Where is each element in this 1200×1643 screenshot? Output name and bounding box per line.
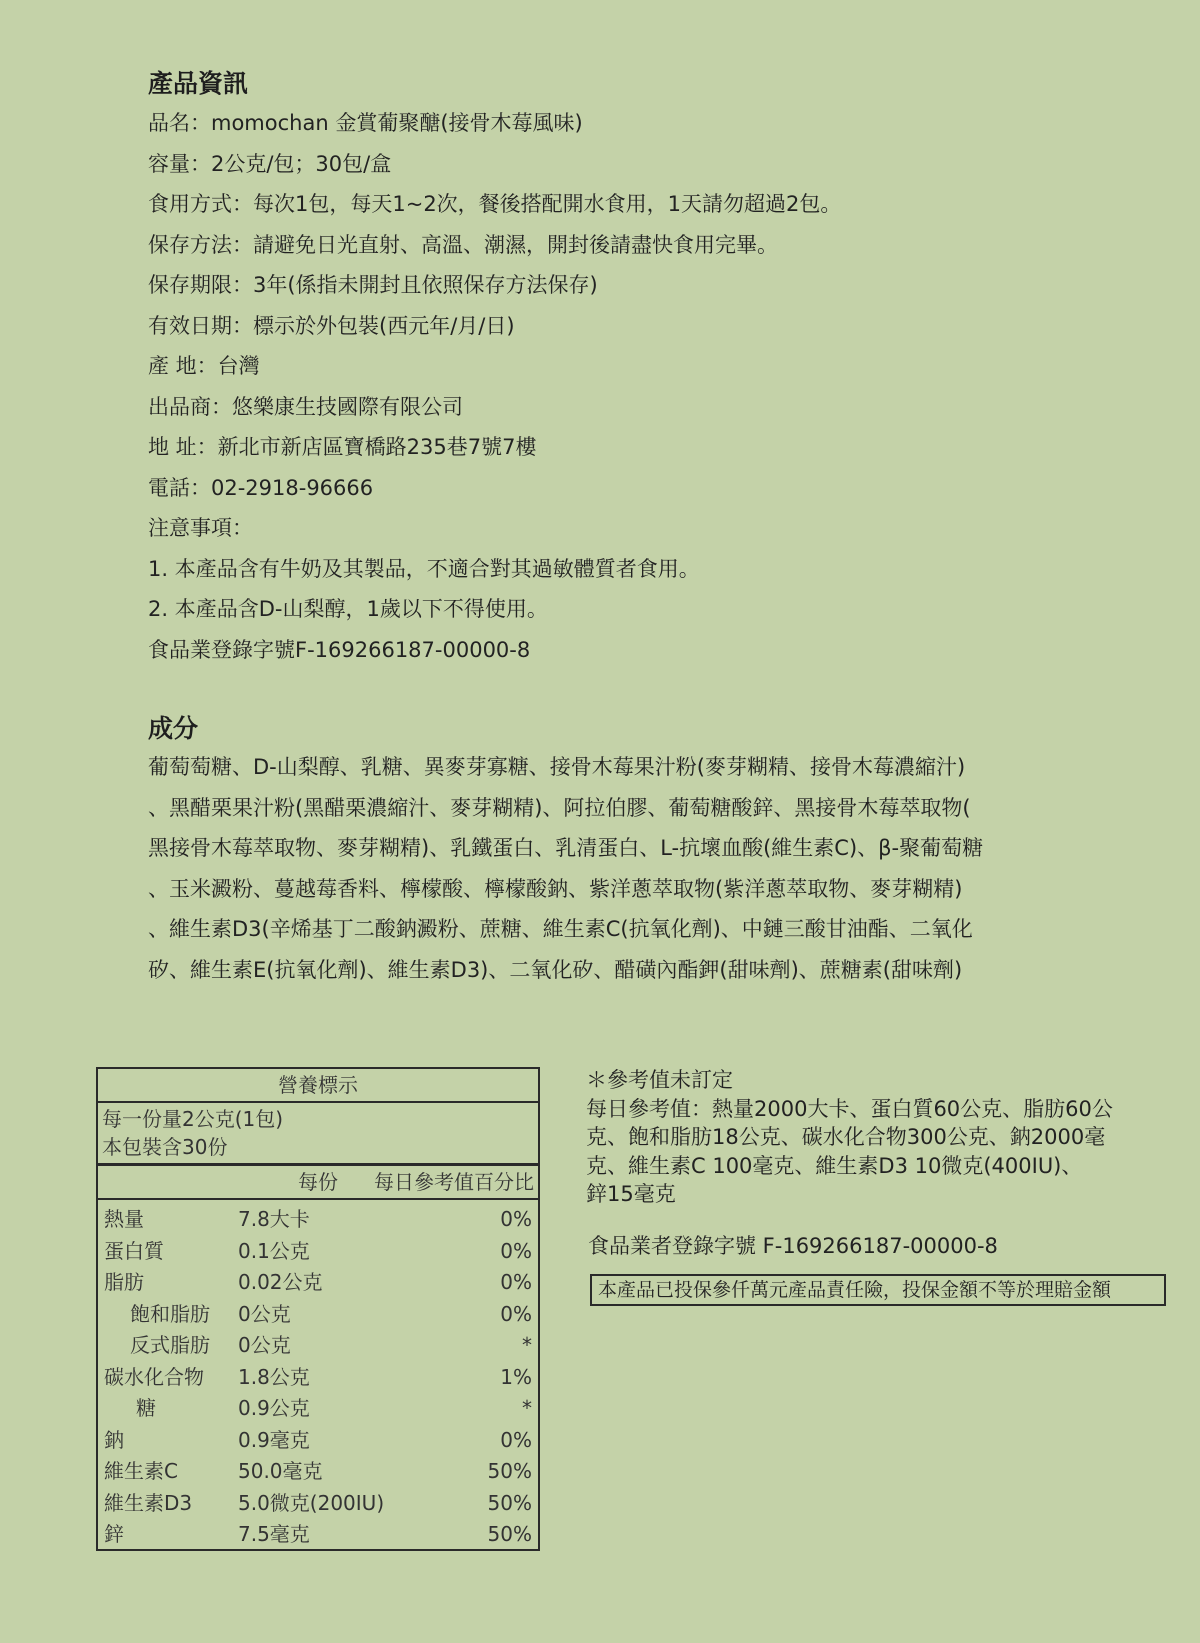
ingredients-title: 成分 [148,714,199,743]
info-line: 電話：02-2918-96666 [148,475,374,500]
nutrition-row [98,1299,538,1331]
nutrition-row [98,1393,538,1425]
nutrition-row [98,1488,538,1520]
nutrient-name: 脂肪 [104,1270,144,1294]
nutrient-amount: 0公克 [238,1301,291,1326]
nutrition-facts-table [96,1067,540,1551]
info-line: 食品業登錄字號F-169266187-00000-8 [148,637,531,662]
license-number: 食品業者登錄字號 F-169266187-00000-8 [588,1234,998,1258]
info-line: 保存方法：請避免日光直射、高溫、潮濕，開封後請盡快食用完畢。 [148,232,778,257]
nutrient-daily-pct: * [522,1333,532,1357]
serving-size: 每一份量2公克(1包) [102,1107,284,1131]
nutrient-amount: 7.8大卡 [238,1207,310,1231]
nutrient-daily-pct: 50% [487,1490,532,1515]
note-line: 鋅15毫克 [586,1182,676,1206]
product-info-title: 產品資訊 [148,69,249,98]
ingredients-line: 葡萄萄糖、D-山梨醇、乳糖、異麥芽寡糖、接骨木莓果汁粉(麥芽糊精、接骨木莓濃縮汁) [148,755,966,779]
nutrient-name: 反式脂肪 [130,1333,210,1357]
nutrient-daily-pct: 1% [500,1364,532,1389]
product-info-list [148,103,1148,670]
nutrient-daily-pct: 50% [487,1459,532,1483]
nutrient-name: 鈉 [104,1427,124,1452]
nutrient-daily-pct: 0% [500,1301,532,1326]
nutrition-row [98,1267,538,1299]
nutrition-row [98,1425,538,1457]
nutrient-daily-pct: 0% [500,1270,532,1294]
note-line: ＊參考值未訂定 [586,1068,733,1092]
nutrition-rows [98,1200,538,1551]
nutrient-name: 碳水化合物 [104,1364,204,1389]
ingredients-line: 矽、維生素E(抗氧化劑)、維生素D3)、二氧化矽、醋磺內酯鉀(甜味劑)、蔗糖素(甜味劑) [148,957,963,982]
nutrition-row [98,1362,538,1394]
serving-info [98,1103,538,1166]
nutrient-name: 蛋白質 [104,1238,164,1263]
nutrient-amount: 0.1公克 [238,1238,310,1263]
nutrient-amount: 0.9毫克 [238,1427,310,1452]
nutrition-row [98,1456,538,1488]
nutrient-daily-pct: 50% [487,1522,532,1546]
ingredients-line: 黑接骨木莓萃取物、麥芽糊精)、乳鐵蛋白、乳清蛋白、L-抗壞血酸(維生素C)、β-聚葡萄糖 [148,836,984,860]
ingredients-line: 、黑醋栗果汁粉(黑醋栗濃縮汁、麥芽糊精)、阿拉伯膠、葡萄糖酸鋅、黑接骨木莓萃取物( [148,795,971,820]
info-line: 食用方式：每次1包，每天1~2次，餐後搭配開水食用，1天請勿超過2包。 [148,192,842,216]
nutrition-row [98,1330,538,1362]
nutrient-daily-pct: 0% [500,1238,532,1263]
info-line: 注意事項： [148,516,253,540]
nutrition-header-row [98,1166,538,1200]
info-line: 產 地：台灣 [148,354,260,378]
nutrition-row [98,1519,538,1551]
note-line: 克、維生素C 100毫克、維生素D3 10微克(400IU)、 [586,1153,1083,1178]
nutrient-name: 熱量 [104,1207,144,1231]
nutrition-row [98,1236,538,1268]
info-line: 出品商：悠樂康生技國際有限公司 [148,394,463,419]
daily-reference-notes [586,1066,1156,1209]
col-daily-pct: 每日參考值百分比 [374,1170,534,1194]
servings-per-pack: 本包裝含30份 [102,1135,228,1159]
info-line: 2. 本產品含D-山梨醇，1歲以下不得使用。 [148,597,548,621]
nutrition-row [98,1204,538,1236]
info-line: 保存期限：3年(係指未開封且依照保存方法保存) [148,273,598,297]
nutrient-amount: 7.5毫克 [238,1522,310,1546]
nutrient-daily-pct: 0% [500,1207,532,1231]
info-line: 1. 本產品含有牛奶及其製品，不適合對其過敏體質者食用。 [148,556,700,581]
ingredients-line: 、玉米澱粉、蔓越莓香料、檸檬酸、檸檬酸鈉、紫洋蔥萃取物(紫洋蔥萃取物、麥芽糊精) [148,876,963,901]
ingredients-line: 、維生素D3(辛烯基丁二酸鈉澱粉、蔗糖、維生素C(抗氧化劑)、中鏈三酸甘油酯、二氧化 [148,917,973,941]
nutrient-daily-pct: 0% [500,1427,532,1452]
nutrient-name: 維生素C [104,1459,178,1483]
nutrient-amount: 50.0毫克 [238,1459,323,1483]
nutrient-name: 糖 [136,1396,156,1420]
nutrient-amount: 0.02公克 [238,1270,323,1294]
nutrient-daily-pct: * [522,1396,532,1420]
info-line: 有效日期：標示於外包裝(西元年/月/日) [148,313,515,338]
nutrient-amount: 5.0微克(200IU) [238,1490,385,1515]
nutrient-name: 飽和脂肪 [130,1301,210,1326]
note-line: 每日參考值：熱量2000大卡、蛋白質60公克、脂肪60公 [586,1096,1113,1121]
insurance-disclaimer: 本產品已投保參仟萬元產品責任險，投保金額不等於理賠金額 [590,1274,1166,1306]
note-line: 克、飽和脂肪18公克、碳水化合物300公克、鈉2000毫 [586,1125,1106,1149]
nutrient-amount: 0公克 [238,1333,291,1357]
col-per-serving: 每份 [298,1170,338,1194]
info-line: 地 址：新北市新店區寶橋路235巷7號7樓 [148,435,537,459]
info-line: 品名：momochan 金賞葡聚醣(接骨木莓風味) [148,111,583,135]
nutrient-amount: 0.9公克 [238,1396,310,1420]
nutrient-name: 維生素D3 [104,1490,193,1515]
ingredients-list [148,747,1108,990]
nutrient-amount: 1.8公克 [238,1364,310,1389]
info-line: 容量：2公克/包；30包/盒 [148,151,392,176]
nutrient-name: 鋅 [104,1522,124,1546]
nutrition-title: 營養標示 [98,1069,538,1103]
